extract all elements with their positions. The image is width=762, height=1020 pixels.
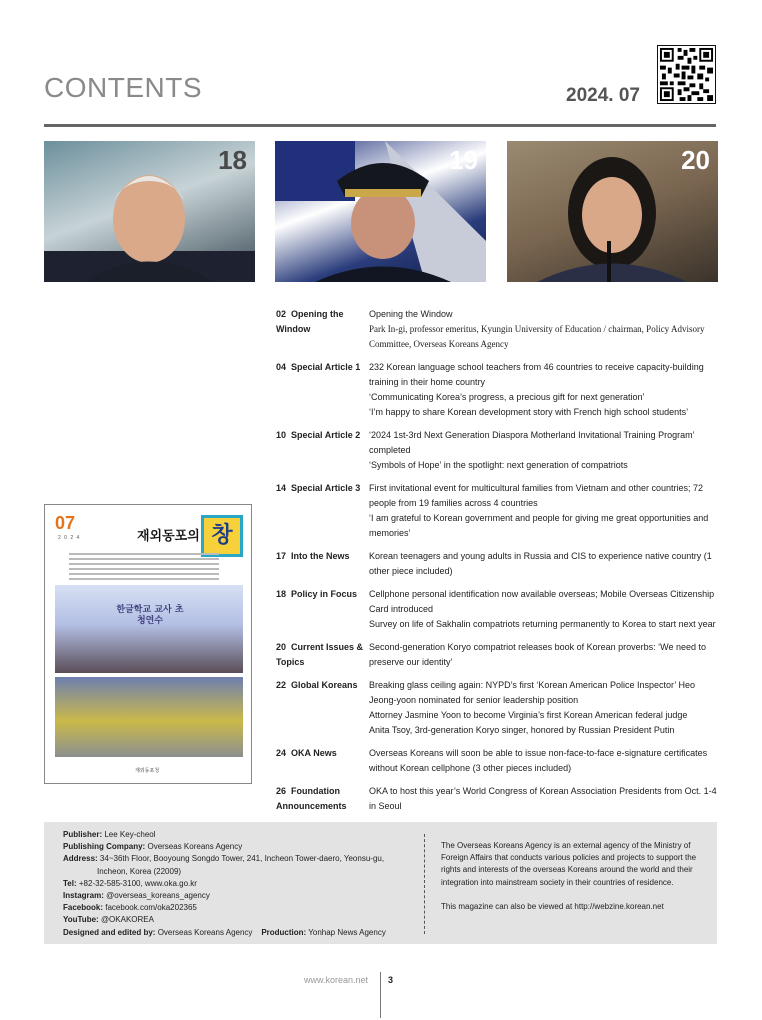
toc-body: Cellphone personal identification now available overseas; Mobile Overseas Citizenship Card introduced Survey on life of Sakhalin compatriots returning permanently to Korea to start next year — [369, 589, 716, 629]
toc-entry[interactable] — [276, 784, 721, 814]
photo-federal-judge — [507, 141, 718, 282]
toc-entry[interactable] — [276, 587, 721, 632]
cover-logo-mark: 창 — [201, 515, 243, 557]
site-url[interactable]: www.korean.net — [304, 975, 369, 985]
toc-entry[interactable] — [276, 640, 721, 670]
toc-body: Korean teenagers and young adults in Russia and CIS to experience native country (1 other piece included) — [369, 551, 712, 576]
cover-headline: 한글학교 교사 초청연수 — [116, 605, 184, 626]
issue-date: 2024. 07 — [566, 85, 640, 106]
toc-body: ‘2024 1st-3rd Next Generation Diaspora Motherland Invitational Training Program’ completed ‘Symbols of Hope’ in the spotlight: next generation of compatriots — [369, 430, 695, 470]
toc-entry[interactable] — [276, 307, 721, 352]
cover-photo-group — [55, 677, 243, 757]
agency-description: The Overseas Koreans Agency is an external agency of the Ministry of Foreign Affairs that conducts various policies and projects to support the rights and interests of the overseas Koreans around the world and their integration into mainstream society in their countries of residence. This magazine can also be viewed at http://webzine.korean.net — [441, 840, 705, 913]
toc-label: 04 Special Article 1 — [276, 362, 361, 372]
toc-body: OKA to host this year’s World Congress of Korean Association Presidents from Oct. 1-4 in Seoul — [369, 786, 717, 811]
webzine-link[interactable]: This magazine can also be viewed at http://webzine.korean.net — [441, 901, 664, 911]
colophon-details: Publisher: Lee Key-cheol Publishing Company: Overseas Koreans Agency Address: 34~36th Floor, Booyoung Songdo Tower, 241, Incheon Tower-daero, Yeonsu-gu, Incheon, Korea (22009) Tel: +82-32-585-3100, www.oka.go.kr Instagram: @overseas_koreans_agency Facebook: facebook.com/oka202365 YouTube: @OKAKOREA Designed and edited by: Overseas Koreans Agency Production: Yonhap News Agency — [63, 830, 386, 937]
toc-body: First invitational event for multicultural families from Vietnam and other countries; 72 people from 19 families across 4 countries ‘I am grateful to Korean government and people for giving me great opportunities and memories’ — [369, 483, 709, 538]
colophon — [44, 822, 717, 944]
cover-issue-year: 2 0 2 4 — [58, 535, 81, 541]
cover-contents-lines — [69, 553, 219, 583]
cover-agency-logo: 재외동포청 — [135, 768, 160, 774]
toc-body: Overseas Koreans will soon be able to issue non-face-to-face e-signature certificates without Korean cellphone (3 other pieces included) — [369, 748, 708, 773]
toc-entry[interactable] — [276, 428, 721, 473]
colophon-divider — [424, 834, 425, 934]
page-number-18: 18 — [218, 145, 247, 175]
photo-nypd-inspector — [275, 141, 486, 282]
toc-label: 10 Special Article 2 — [276, 430, 361, 440]
toc-entry[interactable] — [276, 746, 721, 776]
toc-entry[interactable] — [276, 360, 721, 420]
toc-label: 02 Opening the Window — [276, 309, 344, 334]
cover-issue-number: 07 — [55, 513, 76, 533]
toc-label: 20 Current Issues & Topics — [276, 642, 364, 667]
page-title: CONTENTS — [44, 72, 202, 103]
toc-label: 18 Policy in Focus — [276, 589, 358, 599]
toc-entry[interactable] — [276, 549, 721, 579]
cover-photo-training — [55, 585, 243, 673]
qr-code[interactable] — [657, 45, 716, 104]
toc-label: 17 Into the News — [276, 551, 350, 561]
magazine-cover[interactable] — [44, 504, 252, 784]
header-rule — [44, 124, 716, 127]
cover-brand: 재외동포의 — [137, 529, 200, 544]
toc-label: 26 Foundation Announcements — [276, 786, 347, 811]
toc-entry[interactable] — [276, 481, 721, 541]
toc-entry[interactable] — [276, 678, 721, 738]
page-number-19: 19 — [449, 145, 478, 175]
page-number-20: 20 — [681, 145, 710, 175]
toc-label: 14 Special Article 3 — [276, 483, 361, 493]
table-of-contents — [276, 307, 721, 822]
toc-body: Breaking glass ceiling again: NYPD’s first ‘Korean American Police Inspector’ Heo Jeong-yoon nominated for senior leadership position Attorney Jasmine Yoon to become Virginia’s first Korean American federal judge Anita Tsoy, 3rd-generation Koryo singer, honored by Russian President Putin — [369, 680, 695, 735]
toc-label: 24 OKA News — [276, 748, 337, 758]
page-number: 3 — [388, 975, 394, 985]
photo-professor — [44, 141, 255, 282]
toc-body: Second-generation Koryo compatriot releases book of Korean proverbs: ‘We need to preserve our identity’ — [369, 642, 707, 667]
toc-label: 22 Global Koreans — [276, 680, 358, 690]
toc-body: Opening the Window Park In-gi, professor emeritus, Kyungin University of Education / chairman, Policy Advisory Committee, Overseas Koreans Agency — [369, 309, 705, 349]
footer-separator — [380, 972, 381, 1018]
toc-body: 232 Korean language school teachers from 46 countries to receive capacity-building training in their home country ‘Communicating Korea’s progress, a precious gift for next generation’ ‘I’m happy to share Korean development story with French high school students’ — [369, 362, 704, 417]
